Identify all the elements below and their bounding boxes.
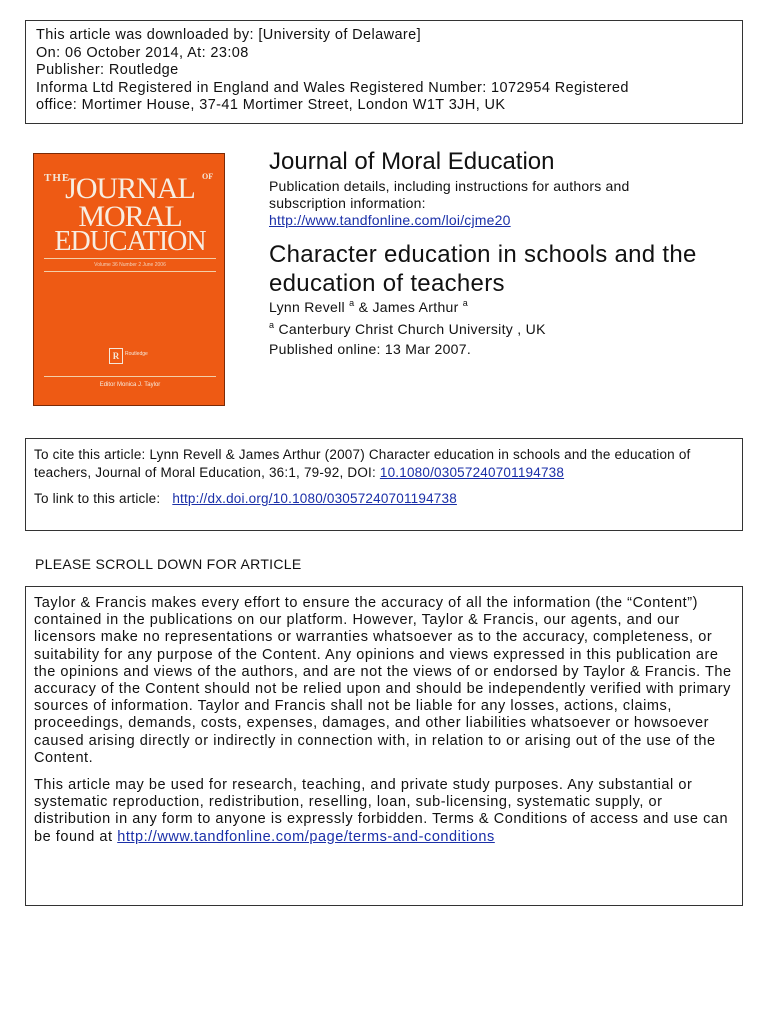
author-1-affil-marker: a: [349, 298, 355, 308]
citation-box: [25, 438, 743, 531]
cover-of: OF: [202, 172, 214, 181]
article-link-row: [34, 491, 734, 506]
citation-text-block: [34, 446, 734, 482]
cover-the: THE: [44, 172, 71, 184]
download-notice-box: [25, 20, 743, 124]
published-online-date: Published online: 13 Mar 2007.: [269, 341, 472, 357]
authors-line: [269, 299, 468, 315]
routledge-logo-icon: R: [109, 348, 123, 364]
download-date-line: On: 06 October 2014, At: 23:08: [36, 44, 249, 61]
disclaimer-paragraph-1: Taylor & Francis makes every effort to ensure the accuracy of all the information (the “Content”) contained in the publications on our platform. However, Taylor & Francis, our agents, and our licensors make no representations or warranties whatsoever as to the accuracy, completeness, or suitability for any purpose of the Content. Any opinions and views expressed in this publication are the opinions and views of the authors, and are not the views of or endorsed by Taylor & Francis. The accuracy of the Content should not be relied upon and should be independently verified with primary sources of information. Taylor and Francis shall not be liable for any losses, actions, claims, proceedings, demands, costs, expenses, damages, and other liabilities whatsoever or howsoever caused arising directly or indirectly in connection with, in relation to or arising out of the use of the Content.: [34, 595, 732, 766]
cover-title-moral: MORAL: [78, 200, 182, 233]
disclaimer-box: [25, 586, 743, 906]
journal-url-row: [269, 212, 511, 228]
journal-url-link[interactable]: http://www.tandfonline.com/loi/cjme20: [269, 212, 511, 228]
publication-details: Publication details, including instructions for authors and subscription information:: [269, 178, 630, 211]
author-2-affil-marker: a: [462, 298, 469, 308]
doi-link[interactable]: 10.1080/03057240701194738: [379, 465, 565, 480]
disclaimer-paragraph-2: [34, 777, 734, 846]
cover-publisher: Routledge: [125, 351, 148, 357]
cover-editor: Editor Monica J. Taylor: [99, 382, 161, 388]
office-address-line: office: Mortimer House, 37-41 Mortimer Street, London W1T 3JH, UK: [36, 97, 506, 113]
article-title: Character education in schools and the education of teachers: [269, 241, 697, 297]
cover-volume-info: Volume 36 Number 2 June 2006: [94, 262, 166, 268]
affiliation-line: [269, 321, 546, 337]
article-doi-url-link[interactable]: http://dx.doi.org/10.1080/03057240701194738: [172, 491, 457, 506]
download-by-line: This article was downloaded by: [University of Delaware]: [36, 27, 422, 43]
usage-terms-text: This article may be used for research, teaching, and private study purposes. Any substantial or systematic reproduction, redistribution, reselling, loan, sub-licensing, systematic supply, or distribution in any form to anyone is expressly forbidden. Terms & Conditions of access and use can be found at: [34, 777, 729, 845]
cover-rule-editor: [44, 376, 216, 377]
terms-conditions-link[interactable]: http://www.tandfonline.com/page/terms-and-conditions: [117, 828, 495, 845]
affiliation-text: Canterbury Christ Church University , UK: [278, 321, 546, 337]
scroll-notice: PLEASE SCROLL DOWN FOR ARTICLE: [35, 556, 302, 572]
author-2: James Arthur: [372, 299, 459, 315]
citation-text: To cite this article: Lynn Revell & James Arthur (2007) Character education in schools and the education of teachers, Journal of Moral Education, 36:1, 79-92, DOI:: [34, 447, 691, 480]
author-1: Lynn Revell: [269, 299, 345, 315]
registration-line: Informa Ltd Registered in England and Wales Registered Number: 1072954 Registered: [36, 79, 629, 96]
cover-title-education: EDUCATION: [54, 226, 206, 257]
journal-cover-image: [33, 153, 225, 406]
cover-title-journal: JOURNAL: [65, 172, 195, 205]
affiliation-marker: a: [269, 320, 275, 330]
cover-rule-bottom: [44, 271, 216, 272]
cover-rule-top: [44, 258, 216, 259]
link-label: To link to this article:: [34, 491, 161, 506]
journal-title: Journal of Moral Education: [269, 148, 555, 175]
publisher-line: Publisher: Routledge: [36, 62, 179, 78]
author-ampersand: &: [358, 299, 369, 315]
